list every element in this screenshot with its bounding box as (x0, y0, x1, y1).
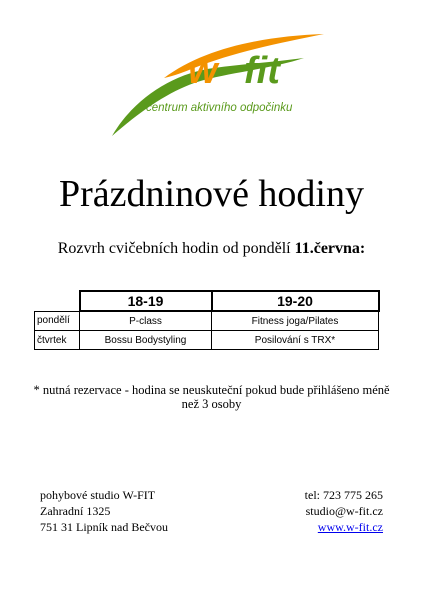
column-header-19-20: 19-20 (212, 291, 379, 311)
logo-w: w (188, 50, 218, 92)
email-address: studio@w-fit.cz (305, 504, 383, 518)
row-slot2: Posilování s TRX* (212, 331, 379, 350)
reservation-note: * nutná rezervace - hodina se neuskuteční pokud bude přihlášeno méně než 3 osoby (33, 383, 390, 411)
logo-swoosh-icon (104, 28, 344, 138)
w-fit-logo (104, 28, 344, 138)
subtitle-text: Rozvrh cvičebních hodin od pondělí (57, 240, 295, 257)
footer-contact (305, 487, 383, 535)
row-slot1: P-class (80, 311, 212, 331)
phone-number: tel: 723 775 265 (304, 488, 383, 502)
website-link[interactable]: www.w-fit.cz (317, 520, 383, 534)
row-day: pondělí (35, 311, 80, 331)
row-day: čtvrtek (35, 331, 80, 350)
row-slot1: Bossu Bodystyling (80, 331, 212, 350)
table-row (35, 311, 379, 331)
logo-fit: fit (244, 50, 280, 92)
column-header-18-19: 18-19 (80, 291, 212, 311)
logo-tagline: centrum aktivního odpočinku (146, 102, 293, 114)
city-address: 751 31 Lipník nad Bečvou (40, 520, 168, 534)
schedule-subtitle (0, 240, 423, 258)
footer-address (40, 487, 168, 535)
subtitle-date: 11.června: (294, 240, 366, 257)
studio-name: pohybové studio W-FIT (40, 488, 156, 502)
row-slot2: Fitness joga/Pilates (212, 311, 379, 331)
table-header-row (35, 291, 379, 311)
schedule-table (34, 290, 380, 350)
page-title: Prázdninové hodiny (58, 173, 364, 215)
table-row (35, 331, 379, 350)
street-address: Zahradní 1325 (40, 504, 111, 518)
table-corner (35, 291, 80, 311)
